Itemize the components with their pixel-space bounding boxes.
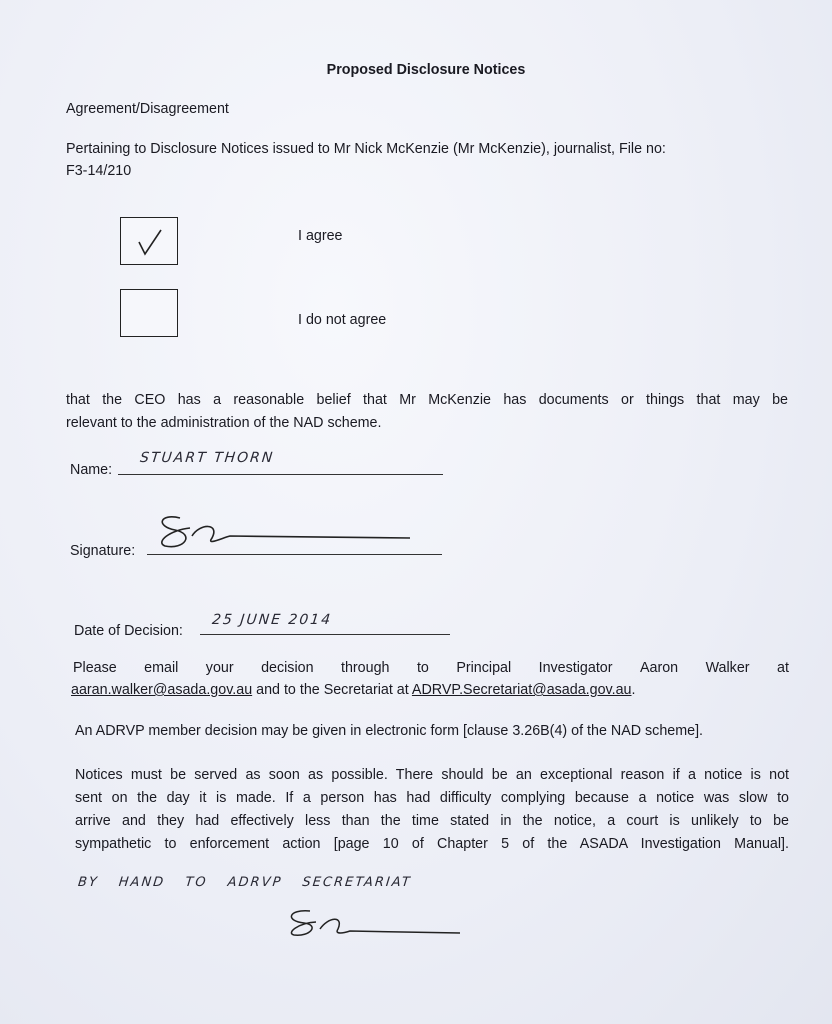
word: Walker xyxy=(705,660,750,676)
electronic-form-note: An ADRVP member decision may be given in electronic form [clause 3.26B(4) of the NAD scheme]. xyxy=(75,723,704,739)
word: to xyxy=(416,660,429,676)
investigator-email-link[interactable]: aaran.walker@asada.gov.au xyxy=(71,682,253,698)
belief-line-1: that the CEO has a reasonable belief that Mr McKenzie has documents or things that may be xyxy=(66,392,788,408)
checkmark-icon xyxy=(121,218,177,264)
date-value: 25 JUNE 2014 xyxy=(211,612,333,628)
file-number: F3-14/210 xyxy=(66,163,132,179)
notices-line: sympathetic to enforcement action [page 10 of Chapter 5 of the ASADA Investigation Manual]. xyxy=(75,836,789,852)
notices-line: arrive and they had effectively less than the time stated in the notice, a court is unlikely to be xyxy=(75,813,789,829)
signature-line xyxy=(147,554,442,555)
email-instruction-line-2 xyxy=(71,682,635,698)
signature-label: Signature: xyxy=(70,543,136,559)
date-label: Date of Decision: xyxy=(74,623,183,639)
disagree-checkbox[interactable] xyxy=(120,289,178,337)
notices-line: sent on the day it is made. If a person has had difficulty complying because a notice was slow to xyxy=(75,790,789,806)
email-instruction-line-1 xyxy=(73,660,789,676)
date-line xyxy=(200,634,450,635)
name-line xyxy=(118,474,443,475)
handwritten-note: BY HAND TO ADRVP SECRETARIAT xyxy=(77,875,413,890)
text: and to the Secretariat at xyxy=(252,682,412,698)
word: at xyxy=(777,660,789,676)
secretariat-email-link[interactable]: ADRVP.Secretariat@asada.gov.au xyxy=(411,682,632,698)
pertaining-text: Pertaining to Disclosure Notices issued to Mr Nick McKenzie (Mr McKenzie), journalist, File no: xyxy=(66,141,666,157)
word: Aaron xyxy=(639,660,679,676)
word: decision xyxy=(261,660,314,676)
word: your xyxy=(205,660,234,676)
disagree-label: I do not agree xyxy=(298,312,387,328)
word: email xyxy=(144,660,179,676)
word: Principal xyxy=(456,660,512,676)
word: Please xyxy=(73,660,117,676)
notices-paragraph xyxy=(75,764,789,856)
signature-image xyxy=(150,508,420,554)
agree-checkbox[interactable] xyxy=(120,217,178,265)
agree-label: I agree xyxy=(298,228,343,244)
text: . xyxy=(631,682,636,698)
belief-line-2: relevant to the administration of the NAD scheme. xyxy=(66,415,382,431)
document-title: Proposed Disclosure Notices xyxy=(326,62,526,78)
notices-line: Notices must be served as soon as possible. There should be an exceptional reason if a notice is not xyxy=(75,767,789,783)
word: through xyxy=(340,660,390,676)
name-value: STUART THORN xyxy=(139,450,276,466)
name-label: Name: xyxy=(70,462,113,478)
word: Investigator xyxy=(538,660,613,676)
section-heading: Agreement/Disagreement xyxy=(66,101,229,117)
initials-signature-image xyxy=(280,905,470,941)
